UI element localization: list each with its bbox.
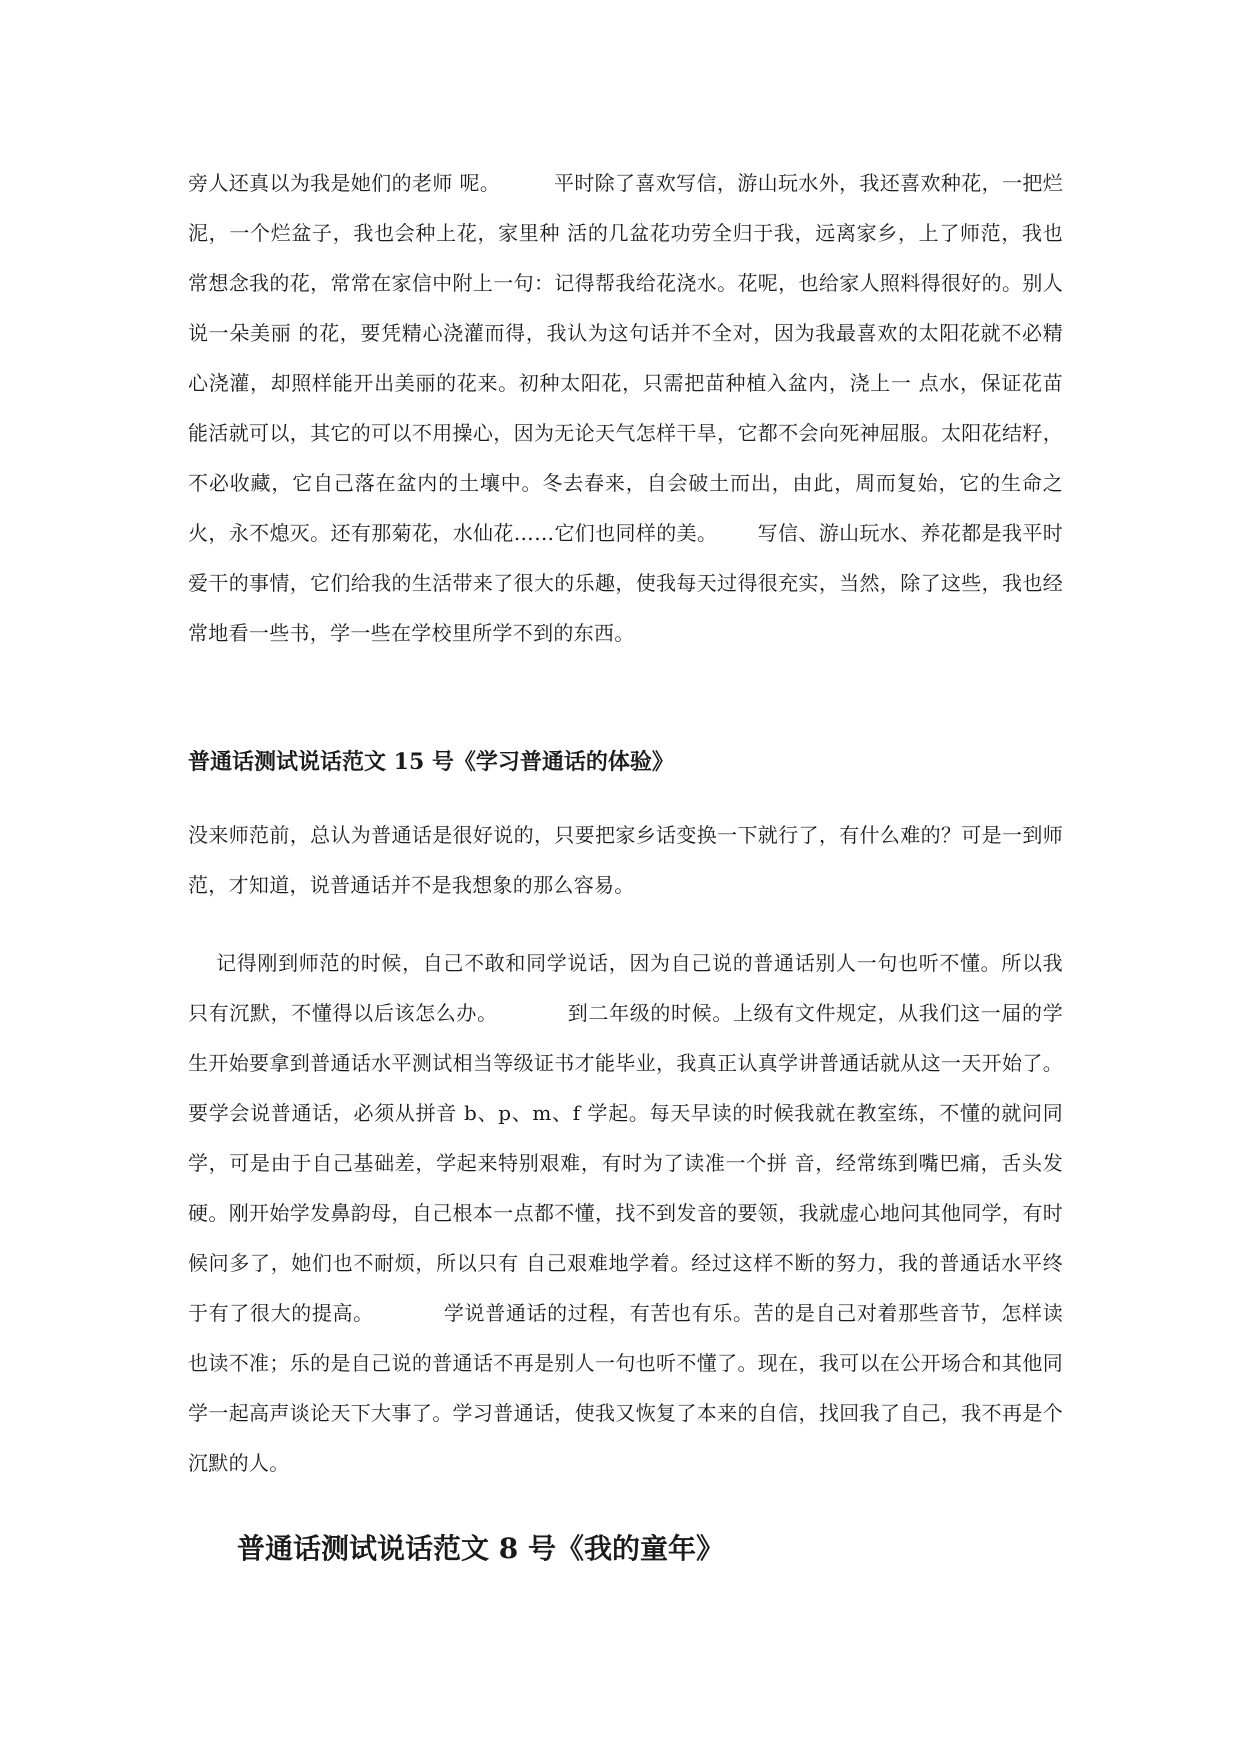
body-paragraph-learning: 记得刚到师范的时候，自己不敢和同学说话，因为自己说的普通话别人一句也听不懂。所以我只有沉默，不懂得以后该怎么办。 到二年级的时候。上级有文件规定，从我们这一届的学生开始要拿到普通话水平测试相当等级证书才能毕业，我真正认真学讲普通话就从这一天开始了。 要学会说普通话，必须从拼音 b、p、m、f 学起。每天早读的时候我就在教室练，不懂的就问同学，可是由于自己基础差，学起来特别艰难，有时为了读准一个拼 音，经常练到嘴巴痛，舌头发硬。刚开始学发鼻韵母，自己根本一点都不懂，找不到发音的要领，我就虚心地问其他同学，有时候问多了，她们也不耐烦，所以只有 自己艰难地学着。经过这样不断的努力，我的普通话水平终于有了很大的提高。 学说普通话的过程，有苦也有乐。苦的是自己对着那些音节，怎样读也读不准；乐的是自己说的普通话不再是别人一句也听不懂了。现在，我可以在公开场合和其他同学一起高声谈论天下大事了。学习普通话，使我又恢复了本来的自信，找回我了自己，我不再是个沉默的人。 xyxy=(188,951,1097,1475)
heading-topic-15: 普通话测试说话范文 15 号《学习普通话的体验》 xyxy=(188,749,674,775)
heading-topic-8: 普通话测试说话范文 8 号《我的童年》 xyxy=(237,1532,724,1565)
body-paragraph-hobbies: 旁人还真以为我是她们的老师 呢。 平时除了喜欢写信，游山玩水外，我还喜欢种花，一把烂泥，一个烂盆子，我也会种上花，家里种 活的几盆花功劳全归于我，远离家乡，上了师范，我也常想念我的花，常常在家信中附上一句：记得帮我给花浇水。花呢，也给家人照料得很好的。别人说一朵美丽 的花，要凭精心浇灌而得，我认为这句话并不全对，因为我最喜欢的太阳花就不必精心浇灌，却照样能开出美丽的花来。初种太阳花，只需把苗种植入盆内，浇上一 点水，保证花苗能活就可以，其它的可以不用操心，因为无论天气怎样干旱，它都不会向死神屈服。太阳花结籽，不必收藏，它自己落在盆内的土壤中。冬去春来，自会破土而出，由此，周而复始，它的生命之火，永不熄灭。还有那菊花，水仙花……它们也同样的美。 写信、游山玩水、养花都是我平时爱干的事情，它们给我的生活带来了很大的乐趣，使我每天过得很充实，当然，除了这些，我也经常地看一些书，学一些在学校里所学不到的东西。 xyxy=(188,171,1063,645)
body-paragraph-intro: 没来师范前，总认为普通话是很好说的，只要把家乡话变换一下就行了，有什么难的？可是一到师范，才知道，说普通话并不是我想象的那么容易。 xyxy=(188,823,1063,897)
